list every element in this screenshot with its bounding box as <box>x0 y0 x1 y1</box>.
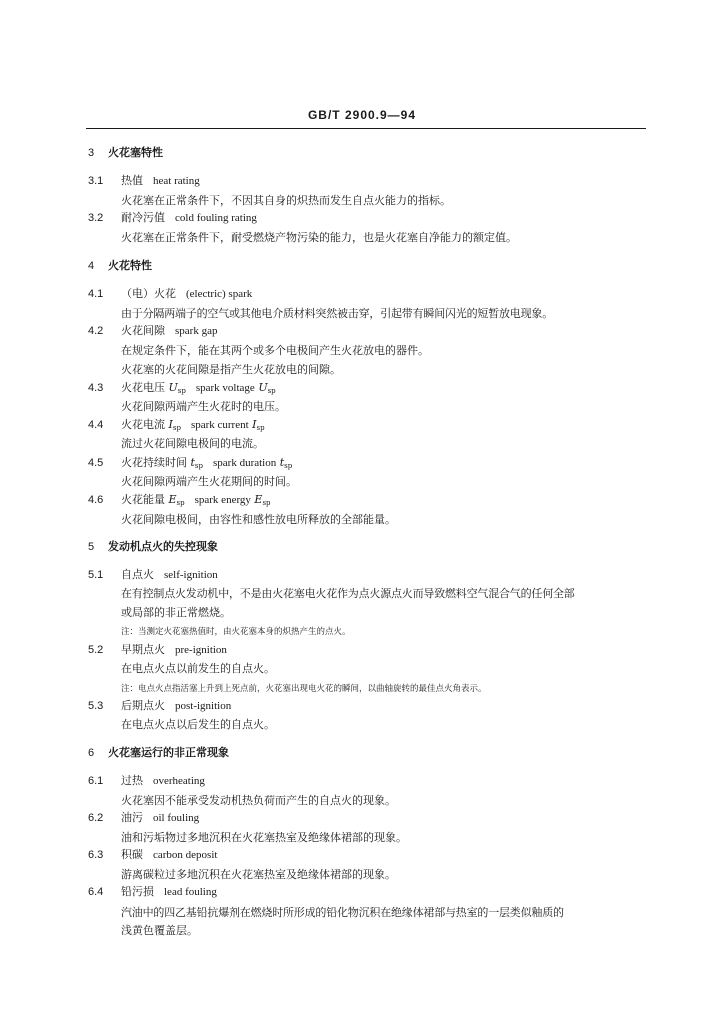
term-number: 5.1 <box>88 569 104 581</box>
term-cn: 后期点火 <box>121 699 165 712</box>
term-cn: 耐冷污值 <box>121 211 165 224</box>
term-label <box>121 381 276 398</box>
term-label <box>121 811 199 825</box>
term-cn: 热值 <box>121 174 143 187</box>
term-label <box>121 699 231 713</box>
term-number: 3.1 <box>88 175 104 187</box>
term-number: 3.2 <box>88 212 104 224</box>
term-number: 4.6 <box>88 494 104 506</box>
definition-text: 火花间隙两端产生火花期间的时间。 <box>121 475 297 488</box>
term-en: heat rating <box>153 175 200 187</box>
symbol-subscript: sp <box>262 499 271 507</box>
section-number: 5 <box>88 541 95 553</box>
term-en: spark voltage <box>195 382 255 394</box>
term-en: overheating <box>153 775 205 787</box>
section-title: 火花塞运行的非正常现象 <box>108 746 229 759</box>
term-number: 4.3 <box>88 382 104 394</box>
symbol-subscript: sp <box>172 424 181 432</box>
term-en: cold fouling rating <box>175 212 257 224</box>
term-label <box>121 493 271 510</box>
term-label <box>121 643 227 657</box>
symbol: I <box>252 418 257 431</box>
section-number: 6 <box>88 747 95 759</box>
definition-text: 在电点火点以后发生的自点火。 <box>121 718 275 731</box>
term-cn: 自点火 <box>121 568 154 581</box>
definition-text: 游离碳粒过多地沉积在火花塞热室及绝缘体裙部的现象。 <box>121 868 396 881</box>
term-label <box>121 211 257 225</box>
term-label <box>121 885 217 899</box>
section-title: 火花特性 <box>108 259 152 272</box>
term-number: 6.1 <box>88 775 104 787</box>
symbol: U <box>258 381 268 394</box>
note-text: 注：当测定火花塞热值时，由火花塞本身的炽热产生的点火。 <box>121 627 351 637</box>
term-cn: 火花持续时间 <box>121 456 187 469</box>
symbol: U <box>168 381 178 394</box>
term-en: (electric) spark <box>186 288 253 300</box>
term-label <box>121 568 218 582</box>
note-text: 注：电点火点指活塞上升到上死点前，火花塞出现电火花的瞬间，以曲轴旋转的最佳点火角表示。 <box>121 684 487 694</box>
symbol-subscript: sp <box>177 387 186 395</box>
term-number: 5.2 <box>88 644 104 656</box>
term-number: 6.2 <box>88 812 104 824</box>
term-cn: 火花电流 <box>121 418 165 431</box>
definition-text: 火花间隙两端产生火花时的电压。 <box>121 400 286 413</box>
definition-text: 在规定条件下，能在其两个或多个电极间产生火花放电的器件。 <box>121 344 429 357</box>
symbol-subscript: sp <box>256 424 265 432</box>
symbol: E <box>168 493 177 506</box>
term-number: 4.4 <box>88 419 104 431</box>
definition-text: 流过火花间隙电极间的电流。 <box>121 437 264 450</box>
definition-text: 火花塞的火花间隙是指产生火花放电的间隙。 <box>121 363 341 376</box>
definition-text: 在有控制点火发动机中，不是由火花塞电火花作为点火源点火而导致燃料空气混合气的任何全部 <box>121 587 575 600</box>
term-cn: 火花能量 <box>121 493 165 506</box>
definition-text: 火花塞在正常条件下，耐受燃烧产物污染的能力，也是火花塞自净能力的额定值。 <box>121 231 517 244</box>
term-number: 4.2 <box>88 325 104 337</box>
definition-text: 或局部的非正常燃烧。 <box>121 606 231 619</box>
term-cn: 过热 <box>121 774 143 787</box>
term-number: 6.3 <box>88 849 104 861</box>
term-en: spark current <box>190 419 249 431</box>
header-rule <box>86 128 646 129</box>
term-label <box>121 774 205 788</box>
definition-text: 汽油中的四乙基铅抗爆剂在燃烧时所形成的铅化物沉积在绝缘体裙部与热室的一层类似釉质的 <box>121 906 564 919</box>
term-en: spark duration <box>213 457 277 469</box>
definition-text: 由于分隔两端子的空气或其他电介质材料突然被击穿，引起带有瞬间闪光的短暂放电现象。 <box>121 307 553 320</box>
term-number: 6.4 <box>88 886 104 898</box>
definition-text: 在电点火点以前发生的自点火。 <box>121 662 275 675</box>
term-en: oil fouling <box>153 812 200 824</box>
definition-text: 浅黄色覆盖层。 <box>121 924 198 937</box>
term-en: spark energy <box>194 494 251 506</box>
term-en: lead fouling <box>164 886 217 898</box>
symbol: t <box>279 456 285 469</box>
term-number: 4.5 <box>88 457 104 469</box>
section-title: 火花塞特性 <box>108 146 163 159</box>
term-number: 5.3 <box>88 700 104 712</box>
symbol-subscript: sp <box>284 462 293 470</box>
term-number: 4.1 <box>88 288 104 300</box>
definition-text: 火花塞因不能承受发动机热负荷而产生的自点火的现象。 <box>121 794 396 807</box>
term-cn: 早期点火 <box>121 643 165 656</box>
definition-text: 油和污垢物过多地沉积在火花塞热室及绝缘体裙部的现象。 <box>121 831 407 844</box>
symbol: E <box>254 493 263 506</box>
definition-text: 火花塞在正常条件下，不因其自身的炽热而发生自点火能力的指标。 <box>121 194 451 207</box>
symbol: t <box>190 456 195 469</box>
term-cn: 油污 <box>121 811 143 824</box>
symbol: I <box>168 418 173 431</box>
symbol-subscript: sp <box>176 499 185 507</box>
term-label <box>121 456 292 473</box>
page-header: GB/T 2900.9—94 <box>307 108 417 122</box>
symbol-subscript: sp <box>267 387 276 395</box>
term-en: spark gap <box>175 325 218 337</box>
section-number: 4 <box>88 260 95 272</box>
term-label <box>121 848 217 862</box>
term-cn: 铅污损 <box>121 885 154 898</box>
term-label <box>121 287 252 301</box>
term-label <box>121 418 265 435</box>
term-label <box>121 174 200 188</box>
term-cn: （电）火花 <box>121 287 176 300</box>
term-cn: 火花间隙 <box>121 324 165 337</box>
section-number: 3 <box>88 147 95 159</box>
term-cn: 积碳 <box>121 848 143 861</box>
term-label <box>121 324 217 338</box>
term-en: self-ignition <box>164 569 218 581</box>
term-en: pre-ignition <box>175 644 227 656</box>
symbol-subscript: sp <box>194 462 203 470</box>
term-en: carbon deposit <box>153 849 218 861</box>
section-title: 发动机点火的失控现象 <box>108 540 218 553</box>
definition-text: 火花间隙电极间，由容性和感性放电所释放的全部能量。 <box>121 513 396 526</box>
term-cn: 火花电压 <box>121 381 165 394</box>
term-en: post-ignition <box>175 700 232 712</box>
